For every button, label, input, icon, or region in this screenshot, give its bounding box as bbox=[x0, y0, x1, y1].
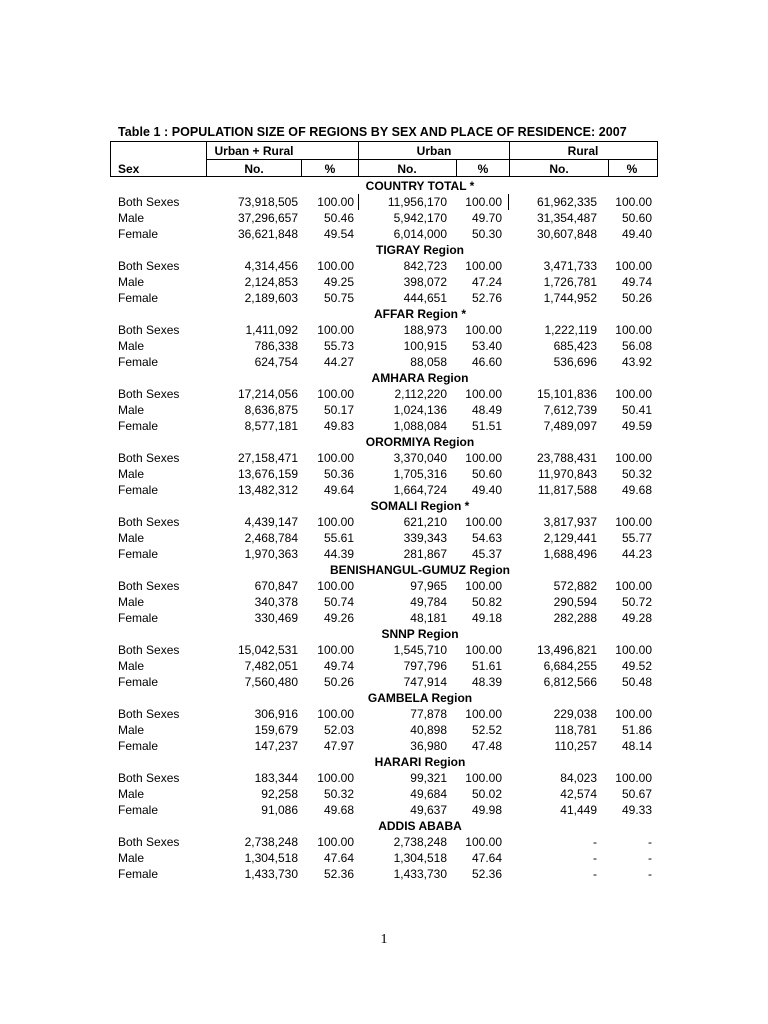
table-cell: 282,288 bbox=[553, 611, 597, 625]
table-cell: 97,965 bbox=[410, 579, 447, 593]
table-cell: 1,744,952 bbox=[543, 291, 597, 305]
table-cell: 54.63 bbox=[471, 531, 502, 545]
row-label: Both Sexes bbox=[118, 515, 180, 529]
table-cell: 1,726,781 bbox=[543, 275, 597, 289]
table-cell: 50.32 bbox=[621, 467, 652, 481]
header-group-rural: Rural bbox=[567, 144, 599, 158]
table-cell: 100.00 bbox=[465, 707, 502, 721]
table-cell: - bbox=[648, 851, 652, 865]
table-row bbox=[0, 707, 768, 723]
table-row bbox=[0, 259, 768, 275]
header-rule bbox=[206, 159, 657, 160]
table-cell: 1,705,316 bbox=[393, 467, 447, 481]
table-cell: 340,378 bbox=[254, 595, 298, 609]
section-title: HARARI Region bbox=[374, 755, 466, 769]
table-cell: 50.67 bbox=[621, 787, 652, 801]
table-cell: 2,738,248 bbox=[244, 835, 298, 849]
row-label: Female bbox=[118, 611, 159, 625]
table-cell: 621,210 bbox=[403, 515, 447, 529]
table-row bbox=[0, 291, 768, 307]
table-cell: 77,878 bbox=[410, 707, 447, 721]
section-title: AFFAR Region * bbox=[374, 307, 466, 321]
table-cell: 100.00 bbox=[465, 515, 502, 529]
table-row bbox=[0, 355, 768, 371]
table-cell: 61,962,335 bbox=[536, 195, 597, 209]
table-cell: 47.97 bbox=[323, 739, 354, 753]
table-cell: 118,781 bbox=[554, 723, 597, 737]
table-cell: 50.74 bbox=[323, 595, 354, 609]
table-cell: 36,980 bbox=[410, 739, 447, 753]
table-cell: 100.00 bbox=[465, 323, 502, 337]
row-label: Male bbox=[118, 851, 145, 865]
table-row bbox=[0, 195, 768, 211]
table-cell: 46.60 bbox=[471, 355, 502, 369]
table-cell: 31,354,487 bbox=[536, 211, 597, 225]
table-cell: 4,439,147 bbox=[244, 515, 298, 529]
table-cell: 49,784 bbox=[410, 595, 447, 609]
row-label: Both Sexes bbox=[118, 451, 180, 465]
table-cell: 41,449 bbox=[560, 803, 597, 817]
table-cell: 100.00 bbox=[465, 195, 502, 209]
table-cell: 786,338 bbox=[254, 339, 298, 353]
table-cell: 100.00 bbox=[317, 323, 354, 337]
table-cell: 572,882 bbox=[553, 579, 597, 593]
table-row bbox=[0, 659, 768, 675]
table-row bbox=[0, 227, 768, 243]
table-cell: 49.28 bbox=[621, 611, 652, 625]
table-cell: 100.00 bbox=[615, 515, 652, 529]
table-cell: 50.30 bbox=[471, 227, 502, 241]
row-label: Male bbox=[118, 211, 145, 225]
table-row bbox=[0, 467, 768, 483]
table-cell: 47.48 bbox=[471, 739, 502, 753]
section-title: SNNP Region bbox=[381, 627, 459, 641]
table-cell: 48.49 bbox=[471, 403, 502, 417]
section-title: SOMALI Region * bbox=[370, 499, 470, 513]
table-cell: 281,867 bbox=[403, 547, 447, 561]
header-divider bbox=[456, 159, 457, 176]
row-label: Female bbox=[118, 355, 159, 369]
header-pct: % bbox=[324, 162, 336, 176]
table-cell: 100.00 bbox=[465, 259, 502, 273]
header-no: No. bbox=[244, 162, 264, 176]
table-cell: 49.64 bbox=[323, 483, 354, 497]
table-cell: 50.02 bbox=[471, 787, 502, 801]
table-cell: 52.52 bbox=[471, 723, 502, 737]
table-cell: 100,915 bbox=[403, 339, 447, 353]
row-label: Male bbox=[118, 595, 145, 609]
row-label: Female bbox=[118, 739, 159, 753]
table-cell: 44.27 bbox=[323, 355, 354, 369]
table-cell: 100.00 bbox=[615, 259, 652, 273]
table-cell: 11,970,843 bbox=[537, 467, 597, 481]
table-cell: 2,124,853 bbox=[244, 275, 298, 289]
table-cell: 49.74 bbox=[621, 275, 652, 289]
table-cell: 183,344 bbox=[254, 771, 298, 785]
table-title: Table 1 : POPULATION SIZE OF REGIONS BY SEX AND PLACE OF RESIDENCE: 2007 bbox=[118, 125, 627, 139]
table-cell: 100.00 bbox=[615, 707, 652, 721]
table-cell: 3,370,040 bbox=[393, 451, 447, 465]
row-label: Female bbox=[118, 483, 159, 497]
table-cell: 99,321 bbox=[410, 771, 447, 785]
row-label: Both Sexes bbox=[118, 259, 180, 273]
table-cell: 45.37 bbox=[471, 547, 502, 561]
table-row bbox=[0, 339, 768, 355]
table-cell: 53.40 bbox=[471, 339, 502, 353]
header-divider bbox=[608, 159, 609, 176]
table-row bbox=[0, 611, 768, 627]
table-cell: 100.00 bbox=[465, 771, 502, 785]
table-cell: 13,496,821 bbox=[536, 643, 597, 657]
table-cell: 1,545,710 bbox=[393, 643, 447, 657]
header-no: No. bbox=[397, 162, 417, 176]
table-cell: 17,214,056 bbox=[237, 387, 298, 401]
table-cell: 100.00 bbox=[465, 835, 502, 849]
table-cell: 110,257 bbox=[554, 739, 597, 753]
table-cell: 15,101,836 bbox=[536, 387, 597, 401]
table-cell: 84,023 bbox=[560, 771, 597, 785]
row-label: Female bbox=[118, 547, 159, 561]
table-cell: 49.33 bbox=[621, 803, 652, 817]
table-cell: 100.00 bbox=[465, 451, 502, 465]
table-cell: 624,754 bbox=[254, 355, 298, 369]
table-row bbox=[0, 675, 768, 691]
table-cell: 55.77 bbox=[621, 531, 652, 545]
table-cell: 100.00 bbox=[465, 643, 502, 657]
table-cell: - bbox=[593, 867, 597, 881]
table-cell: 1,411,092 bbox=[245, 323, 298, 337]
table-row bbox=[0, 723, 768, 739]
section-title: AMHARA Region bbox=[371, 371, 469, 385]
row-label: Both Sexes bbox=[118, 643, 180, 657]
header-group-urban-rural: Urban + Rural bbox=[214, 144, 294, 158]
table-cell: 100.00 bbox=[615, 771, 652, 785]
table-cell: 100.00 bbox=[615, 323, 652, 337]
table-cell: 49.25 bbox=[323, 275, 354, 289]
section-title: TIGRAY Region bbox=[375, 243, 464, 257]
table-cell: 50.75 bbox=[323, 291, 354, 305]
table-cell: 50.46 bbox=[323, 211, 354, 225]
table-cell: 3,471,733 bbox=[543, 259, 597, 273]
table-cell: 100.00 bbox=[317, 707, 354, 721]
section-title: ADDIS ABABA bbox=[378, 819, 462, 833]
table-cell: 306,916 bbox=[254, 707, 298, 721]
row-label: Both Sexes bbox=[118, 707, 180, 721]
table-cell: 49,684 bbox=[410, 787, 447, 801]
table-cell: 8,577,181 bbox=[244, 419, 298, 433]
table-cell: 55.73 bbox=[323, 339, 354, 353]
table-cell: 100.00 bbox=[317, 451, 354, 465]
table-cell: - bbox=[593, 835, 597, 849]
table-cell: 73,918,505 bbox=[237, 195, 298, 209]
table-cell: 48,181 bbox=[410, 611, 447, 625]
table-cell: 6,684,255 bbox=[543, 659, 597, 673]
table-cell: 1,433,730 bbox=[393, 867, 447, 881]
row-label: Male bbox=[118, 787, 145, 801]
table-row bbox=[0, 803, 768, 819]
table-cell: 49.18 bbox=[471, 611, 502, 625]
column-marker bbox=[508, 194, 509, 210]
row-label: Female bbox=[118, 291, 159, 305]
table-row bbox=[0, 771, 768, 787]
table-cell: 100.00 bbox=[615, 579, 652, 593]
table-cell: 229,038 bbox=[553, 707, 597, 721]
table-cell: 49.70 bbox=[471, 211, 502, 225]
table-cell: 48.14 bbox=[621, 739, 652, 753]
table-cell: 51.51 bbox=[471, 419, 502, 433]
table-cell: 42,574 bbox=[560, 787, 597, 801]
table-cell: 7,489,097 bbox=[543, 419, 597, 433]
table-cell: 47.64 bbox=[471, 851, 502, 865]
table-cell: 52.36 bbox=[471, 867, 502, 881]
table-cell: 44.23 bbox=[621, 547, 652, 561]
table-cell: 50.26 bbox=[323, 675, 354, 689]
row-label: Both Sexes bbox=[118, 579, 180, 593]
table-cell: 290,594 bbox=[553, 595, 597, 609]
table-row bbox=[0, 483, 768, 499]
table-cell: 1,688,496 bbox=[543, 547, 597, 561]
table-cell: 536,696 bbox=[553, 355, 597, 369]
table-cell: 49.83 bbox=[323, 419, 354, 433]
table-cell: 1,664,724 bbox=[393, 483, 447, 497]
row-label: Female bbox=[118, 803, 159, 817]
table-row bbox=[0, 739, 768, 755]
table-cell: 50.72 bbox=[621, 595, 652, 609]
table-cell: - bbox=[648, 867, 652, 881]
table-cell: 49.54 bbox=[323, 227, 354, 241]
table-cell: 188,973 bbox=[403, 323, 447, 337]
table-cell: 100.00 bbox=[317, 195, 354, 209]
section-title: ORORMIYA Region bbox=[365, 435, 475, 449]
table-cell: 100.00 bbox=[317, 643, 354, 657]
row-label: Male bbox=[118, 531, 145, 545]
row-label: Both Sexes bbox=[118, 323, 180, 337]
table-cell: 91,086 bbox=[261, 803, 298, 817]
table-cell: - bbox=[593, 851, 597, 865]
table-cell: 1,304,518 bbox=[393, 851, 447, 865]
header-pct: % bbox=[477, 162, 489, 176]
table-cell: 1,222,119 bbox=[544, 323, 597, 337]
table-cell: 330,469 bbox=[254, 611, 298, 625]
table-cell: 51.61 bbox=[471, 659, 502, 673]
table-row bbox=[0, 323, 768, 339]
table-cell: 747,914 bbox=[403, 675, 447, 689]
table-row bbox=[0, 851, 768, 867]
table-cell: 50.36 bbox=[323, 467, 354, 481]
table-cell: 51.86 bbox=[621, 723, 652, 737]
page-number: 1 bbox=[380, 932, 388, 947]
table-cell: 670,847 bbox=[254, 579, 298, 593]
table-cell: 1,433,730 bbox=[244, 867, 298, 881]
row-label: Male bbox=[118, 659, 145, 673]
table-cell: 159,679 bbox=[254, 723, 298, 737]
table-cell: 50.17 bbox=[323, 403, 354, 417]
table-cell: 48.39 bbox=[471, 675, 502, 689]
table-cell: 100.00 bbox=[317, 835, 354, 849]
table-cell: 6,014,000 bbox=[393, 227, 447, 241]
table-cell: 49,637 bbox=[410, 803, 447, 817]
row-label: Female bbox=[118, 675, 159, 689]
table-cell: 50.60 bbox=[471, 467, 502, 481]
table-cell: 6,812,566 bbox=[543, 675, 597, 689]
header-no: No. bbox=[549, 162, 569, 176]
table-cell: 797,796 bbox=[403, 659, 447, 673]
table-cell: 2,189,603 bbox=[244, 291, 298, 305]
table-cell: 13,676,159 bbox=[237, 467, 298, 481]
table-cell: 47.64 bbox=[323, 851, 354, 865]
table-cell: 147,237 bbox=[254, 739, 298, 753]
table-row bbox=[0, 835, 768, 851]
table-cell: 339,343 bbox=[403, 531, 447, 545]
table-cell: 47.24 bbox=[471, 275, 502, 289]
table-cell: 37,296,657 bbox=[237, 211, 298, 225]
table-cell: 50.26 bbox=[621, 291, 652, 305]
table-row bbox=[0, 403, 768, 419]
table-cell: 1,088,084 bbox=[393, 419, 447, 433]
header-divider bbox=[301, 159, 302, 176]
table-cell: 8,636,875 bbox=[244, 403, 298, 417]
table-cell: 100.00 bbox=[317, 771, 354, 785]
table-cell: 100.00 bbox=[615, 387, 652, 401]
table-cell: 49.68 bbox=[323, 803, 354, 817]
table-row bbox=[0, 419, 768, 435]
table-cell: 100.00 bbox=[615, 451, 652, 465]
table-cell: 56.08 bbox=[621, 339, 652, 353]
table-row bbox=[0, 531, 768, 547]
header-group-urban: Urban bbox=[416, 144, 452, 158]
table-row bbox=[0, 451, 768, 467]
table-cell: 49.52 bbox=[621, 659, 652, 673]
table-cell: 55.61 bbox=[323, 531, 354, 545]
table-cell: 100.00 bbox=[317, 515, 354, 529]
table-cell: 52.36 bbox=[323, 867, 354, 881]
table-cell: 842,723 bbox=[403, 259, 447, 273]
table-cell: 444,651 bbox=[403, 291, 447, 305]
table-row bbox=[0, 275, 768, 291]
section-title: GAMBELA Region bbox=[367, 691, 473, 705]
row-label: Male bbox=[118, 339, 145, 353]
table-cell: 1,304,518 bbox=[244, 851, 298, 865]
table-cell: 100.00 bbox=[465, 387, 502, 401]
table-cell: 52.76 bbox=[471, 291, 502, 305]
table-cell: 44.39 bbox=[323, 547, 354, 561]
table-cell: 3,817,937 bbox=[543, 515, 597, 529]
table-cell: 15,042,531 bbox=[237, 643, 298, 657]
table-cell: 398,072 bbox=[403, 275, 447, 289]
table-cell: 49.40 bbox=[471, 483, 502, 497]
table-cell: 23,788,431 bbox=[536, 451, 597, 465]
table-cell: 88,058 bbox=[410, 355, 447, 369]
table-cell: 11,956,170 bbox=[387, 195, 447, 209]
table-row bbox=[0, 579, 768, 595]
table-cell: 92,258 bbox=[261, 787, 298, 801]
table-cell: 2,468,784 bbox=[244, 531, 298, 545]
row-label: Male bbox=[118, 467, 145, 481]
table-row bbox=[0, 515, 768, 531]
table-cell: 50.48 bbox=[621, 675, 652, 689]
table-cell: 27,158,471 bbox=[237, 451, 298, 465]
table-row bbox=[0, 787, 768, 803]
table-cell: 49.26 bbox=[323, 611, 354, 625]
row-label: Female bbox=[118, 867, 159, 881]
row-label: Female bbox=[118, 419, 159, 433]
table-cell: 30,607,848 bbox=[536, 227, 597, 241]
row-label: Male bbox=[118, 403, 145, 417]
row-label: Both Sexes bbox=[118, 387, 180, 401]
row-label: Both Sexes bbox=[118, 771, 180, 785]
header-pct: % bbox=[626, 162, 638, 176]
row-label: Both Sexes bbox=[118, 195, 180, 209]
table-cell: 1,024,136 bbox=[393, 403, 447, 417]
table-cell: 685,423 bbox=[553, 339, 597, 353]
table-cell: 11,817,588 bbox=[537, 483, 597, 497]
table-cell: 7,482,051 bbox=[244, 659, 298, 673]
row-label: Both Sexes bbox=[118, 835, 180, 849]
table-cell: 49.59 bbox=[621, 419, 652, 433]
table-cell: 2,129,441 bbox=[543, 531, 597, 545]
table-cell: 49.40 bbox=[621, 227, 652, 241]
table-cell: 49.68 bbox=[621, 483, 652, 497]
table-cell: - bbox=[648, 835, 652, 849]
table-cell: 1,970,363 bbox=[244, 547, 298, 561]
table-cell: 50.82 bbox=[471, 595, 502, 609]
table-cell: 4,314,456 bbox=[244, 259, 298, 273]
table-cell: 2,738,248 bbox=[393, 835, 447, 849]
table-cell: 43.92 bbox=[621, 355, 652, 369]
table-cell: 2,112,220 bbox=[394, 387, 447, 401]
table-cell: 36,621,848 bbox=[237, 227, 298, 241]
table-row bbox=[0, 387, 768, 403]
column-marker bbox=[358, 194, 359, 210]
table-cell: 100.00 bbox=[317, 579, 354, 593]
table-row bbox=[0, 211, 768, 227]
table-cell: 100.00 bbox=[317, 387, 354, 401]
table-header bbox=[110, 141, 658, 177]
table-cell: 7,612,739 bbox=[543, 403, 597, 417]
table-cell: 100.00 bbox=[615, 195, 652, 209]
section-title: BENISHANGUL-GUMUZ Region bbox=[330, 563, 510, 577]
section-title: COUNTRY TOTAL * bbox=[365, 179, 475, 193]
table-cell: 50.60 bbox=[621, 211, 652, 225]
row-label: Male bbox=[118, 275, 145, 289]
table-cell: 52.03 bbox=[323, 723, 354, 737]
table-cell: 7,560,480 bbox=[244, 675, 298, 689]
table-cell: 50.32 bbox=[323, 787, 354, 801]
table-row bbox=[0, 595, 768, 611]
row-label: Female bbox=[118, 227, 159, 241]
table-cell: 49.74 bbox=[323, 659, 354, 673]
table-row bbox=[0, 547, 768, 563]
table-cell: 100.00 bbox=[317, 259, 354, 273]
table-row bbox=[0, 643, 768, 659]
table-cell: 49.98 bbox=[471, 803, 502, 817]
header-sex: Sex bbox=[118, 162, 140, 176]
row-label: Male bbox=[118, 723, 145, 737]
table-cell: 100.00 bbox=[615, 643, 652, 657]
table-cell: 40,898 bbox=[410, 723, 447, 737]
table-cell: 100.00 bbox=[465, 579, 502, 593]
table-cell: 50.41 bbox=[621, 403, 652, 417]
table-row bbox=[0, 867, 768, 883]
table-cell: 13,482,312 bbox=[237, 483, 298, 497]
table-cell: 5,942,170 bbox=[393, 211, 447, 225]
